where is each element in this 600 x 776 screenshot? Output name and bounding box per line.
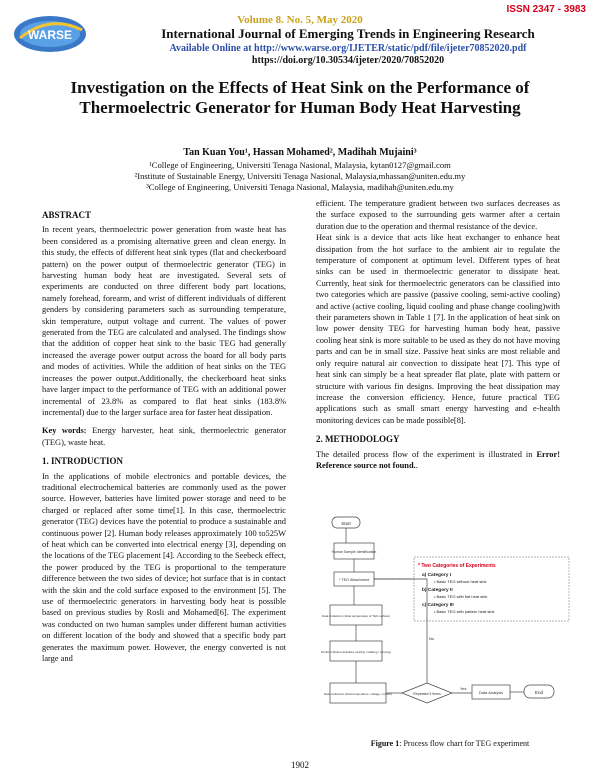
paper-title: Investigation on the Effects of Heat Sink on the Performance of Thermoelectric Generator for Human Body Heat Harvesting — [70, 78, 530, 117]
step1-label: Human Sample Identification — [331, 550, 377, 554]
end-label: End — [534, 690, 544, 695]
category-c-item: • Basic TEG with pattern heat sink — [434, 609, 495, 614]
keywords — [42, 425, 286, 448]
journal-name: International Journal of Emerging Trends in Engineering Research — [161, 26, 535, 41]
intro-text: In the applications of mobile electronics and portable devices, the traditional electrochemical batteries are commonly used as the power source. However, batteries have limited power storage and need to be charged or replaced after some time[1]. In this case, thermoelectric generator (TEG) devices have the potential to produce a sustainable and continuous power [2]. Human body releases approximately 100 to525W of heat which can be converted into electrical energy [3], depending on the locations of the TEG placement [4]. According to the Seebeck effect, the power produced by the TEG is proportional to the temperature difference between the two sides of device; hot surface that is in contact with the skin and the cold surface exposed to the environment [5]. The use of thermoelectric generators in harvesting body heat is possible based on previous studies by Rosli and Mohamed[6]. The experiment was conducted on two human samples under different human activities on different location of the body and showed that a specific body part generates the maximum power. However, the energy converted is not large and — [42, 471, 286, 664]
category-a-item: • Basic TEG without heat sink — [434, 579, 487, 584]
right-column — [316, 198, 560, 471]
step3-label: Data Collection (initial temperature of TEG surface) — [322, 614, 390, 618]
category-b-item: • Basic TEG with flat heat sink — [434, 594, 488, 599]
step5-label: Data Collection (final temperature, voltage, current) — [323, 692, 393, 696]
paragraph-2: Heat sink is a device that acts like heat exchanger to enhance heat dissipation from the hot surface to the ambient air to regulate the temperature of component at optimum level. Different types of heat sinks can be used in thermoelectric generator to dissipate heat. Currently, heat sink for thermoelectric generators can be classified into two categories which are passive (passive cooling, semi-active cooling) and active (active cooling, liquid cooling and phase change cooling)with their parameters shown in Table 1 [7]. In the application of heat sink on low power density TEG for harvesting human body heat, passive cooling heat sink is more suitable to be used as they do not have moving parts and can be in small size. Passive heat sinks are most reliable and only require natural air convection to dissipate heat [7]. This type of heat sink can simply be a heat spreader flat plate, plate with pattern or structure with various fin designs. Improving the heat dissipation may increase the conversion efficiency. Hence, future practical TEG applications such as small smart energy harvesting and e-health monitoring devices can be made possible[8]. — [316, 233, 560, 425]
category-a: a) Category I — [422, 573, 452, 578]
intro-heading: 1. INTRODUCTION — [42, 456, 124, 467]
methodology-sentence: The detailed process flow of the experiment is illustrated in — [316, 449, 533, 459]
figure-label: Figure 1 — [370, 739, 400, 748]
paragraph-1: efficient. The temperature gradient between two surfaces decreases as the surface exposed to the surrounding gets warmer after a certain duration due to the operation and thermal resistance of the device. — [316, 199, 560, 231]
reference-error: Error! Reference source not found. — [316, 449, 561, 470]
left-column — [42, 210, 286, 664]
page-number: 1902 — [291, 760, 309, 770]
logo-text: WARSE — [27, 28, 73, 42]
affiliation-3: ³College of Engineering, Universiti Tenaga Nasional, Malaysia, madihah@uniten.edu.my — [146, 182, 454, 192]
category-c: c) Category III — [422, 603, 454, 608]
keywords-label: Key words: — [42, 426, 87, 436]
methodology-end: . — [415, 460, 418, 470]
affiliation-1: ¹College of Engineering, Universiti Tenaga Nasional, Malaysia, kytan0127@gmail.com — [149, 160, 451, 170]
authors: Tan Kuan You¹, Hassan Mohamed², Madihah Mujaini³ — [183, 147, 417, 158]
start-label: Start — [341, 521, 351, 526]
figure-caption — [310, 739, 590, 748]
decision-label: Repeated 3 times — [413, 692, 441, 696]
process-flow-chart — [321, 515, 570, 740]
category-b: b) Category II — [422, 588, 453, 593]
figure-caption-text: : Process flow chart for TEG experiment — [399, 739, 530, 748]
affiliation-2: ²Institute of Sustainable Energy, Universiti Tenaga Nasional, Malaysia,mhassan@uniten.edu.my — [134, 171, 466, 181]
step6-label: Data Analysis — [478, 690, 504, 695]
online-link[interactable]: Available Online at http://www.warse.org/IJETER/static/pdf/file/ijeter70852020.pdf — [169, 43, 527, 54]
yes-label: Yes — [460, 686, 467, 691]
legend-title: * Two Categories of Experiments — [418, 563, 496, 569]
abstract-text: In recent years, thermoelectric power generation from waste heat has been considered as a promising alternative green and clean energy. In this study, the effects of different heat sink types (flat and checkerboard pattern) on the power output of thermoelectric generator (TEG) in harvesting human body heat are investigated. Several sets of experiments are conducted on three different body part locations, namely forehead, forearm, and wrist of different individuals of different genders by considering parameters such as surrounding temperature, skin temperature, output voltage and current. The values of power generated from the TEG are calculated and analysed. The findings show that the addition of copper heat sink to the basic TEG had generally increased the average power output across the board for all body parts and modes of activities. While the addition of heat sinks on the TEG increases the power output.Additionally, the checkerboard heat sinks have larger impact to the performance of TEG with an additional power incremental of 23.8% as compared to flat heat sinks (183.8% incremental) due to the larger surface area for faster heat dissipation. — [42, 225, 286, 417]
volume-line: Volume 8. No. 5, May 2020 — [237, 14, 363, 26]
issn: ISSN 2347 - 3983 — [506, 4, 586, 15]
keywords-text: Energy harvester, heat sink, thermoelectric generator (TEG), waste heat. — [42, 426, 287, 447]
methodology-heading: 2. METHODOLOGY — [316, 434, 400, 445]
abstract-heading: ABSTRACT — [42, 210, 92, 220]
step4-label: Perform Motion Activities (resting / walking / running) — [321, 650, 391, 654]
doi-link[interactable]: https://doi.org/10.30534/ijeter/2020/70852020 — [251, 55, 445, 66]
methodology-text — [316, 449, 560, 472]
no-label: No — [429, 636, 435, 641]
step2-label: * TEG Attachment — [338, 578, 370, 582]
